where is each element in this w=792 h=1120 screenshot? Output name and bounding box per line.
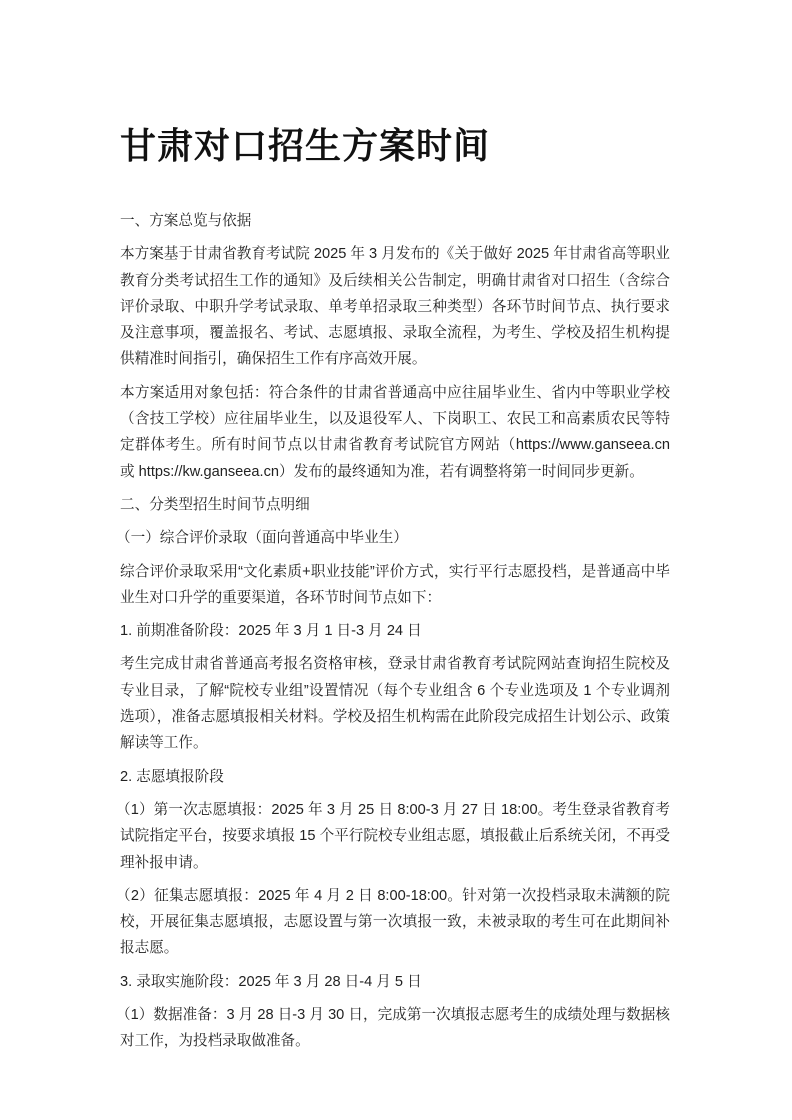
paragraph-supplementary-application: （2）征集志愿填报：2025 年 4 月 2 日 8:00-18:00。针对第一次投档录取未满额的院校，开展征集志愿填报，志愿设置与第一次填报一致，未被录取的考生可在此期间补报志愿。 (116, 887, 670, 957)
document-body (116, 208, 670, 1055)
section-heading-timeline: 二、分类型招生时间节点明细 (120, 496, 310, 513)
stage-heading-application: 2. 志愿填报阶段 (120, 768, 224, 785)
document-title: 甘肃对口招生方案时间 (120, 125, 491, 166)
document-page (116, 118, 670, 1062)
paragraph-data-preparation: （1）数据准备：3 月 28 日-3 月 30 日，完成第一次填报志愿考生的成绩处理与数据核对工作，为投档录取做准备。 (116, 1007, 670, 1050)
paragraph-preparation: 考生完成甘肃省普通高考报名资格审核，登录甘肃省教育考试院网站查询招生院校及专业目录，了解“院校专业组”设置情况（每个专业组含 6 个专业选项及 1 个专业调剂选项），准备志愿填报相关材料。学校及招生机构需在此阶段完成招生计划公示、政策解读等工作。 (120, 656, 670, 752)
paragraph-scope: 本方案适用对象包括：符合条件的甘肃省普通高中应往届毕业生、省内中等职业学校（含技工学校）应往届毕业生，以及退役军人、下岗职工、农民工和高素质农民等特定群体考生。所有时间节点以甘肃省教育考试院官方网站（https://www.ganseea.cn 或 https://kw.ganseea.cn）发布的最终通知为准，若有调整将第一时间同步更新。 (120, 384, 670, 480)
stage-heading-preparation: 1. 前期准备阶段：2025 年 3 月 1 日-3 月 24 日 (120, 623, 422, 640)
stage-heading-admission: 3. 录取实施阶段：2025 年 3 月 28 日-4 月 5 日 (120, 973, 422, 990)
paragraph-comprehensive-intro: 综合评价录取采用“文化素质+职业技能”评价方式，实行平行志愿投档，是普通高中毕业生对口升学的重要渠道，各环节时间节点如下： (120, 563, 670, 606)
paragraph-first-application: （1）第一次志愿填报：2025 年 3 月 25 日 8:00-3 月 27 日 18:00。考生登录省教育考试院指定平台，按要求填报 15 个平行院校专业组志愿，填报截止后系统关闭，不再受理补报申请。 (116, 801, 670, 871)
section-heading-overview: 一、方案总览与依据 (120, 213, 252, 229)
subsection-heading-comprehensive: （一）综合评价录取（面向普通高中毕业生） (116, 530, 408, 547)
paragraph-basis: 本方案基于甘肃省教育考试院 2025 年 3 月发布的《关于做好 2025 年甘肃省高等职业教育分类考试招生工作的通知》及后续相关公告制定，明确甘肃省对口招生（含综合评价录取、中职升学考试录取、单考单招录取三种类型）各环节时间节点、执行要求及注意事项，覆盖报名、考试、志愿填报、录取全流程，为考生、学校及招生机构提供精准时间指引，确保招生工作有序高效开展。 (120, 246, 670, 368)
